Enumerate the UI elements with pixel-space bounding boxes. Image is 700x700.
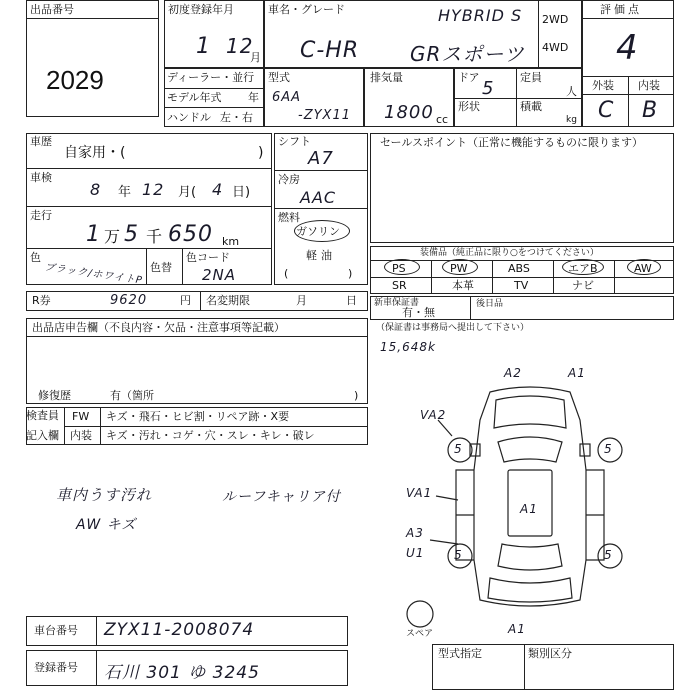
equip-navi: ナビ: [572, 279, 594, 292]
ac-label: 冷房: [278, 173, 300, 186]
lot-label: 出品番号: [30, 3, 74, 16]
car-left-side: [456, 470, 474, 560]
shape-label: 形状: [458, 100, 480, 113]
mileage-label: 走行: [30, 209, 52, 222]
fw-items: キズ・飛石・ヒビ割・リペア跡・X要: [106, 410, 290, 423]
equip-airbag-circle: [562, 259, 604, 275]
note-roof-carrier: ルーフキャリア付: [222, 489, 341, 505]
first-reg-label: 初度登録年月: [168, 3, 234, 16]
car-left-mirror: [470, 444, 480, 456]
equip-sr: SR: [392, 279, 407, 292]
fuel-circle: [294, 220, 350, 242]
repair-value: 有（箇所: [110, 389, 154, 402]
exterior-label: 外装: [592, 79, 614, 92]
inspector-interior-label: 内装: [70, 429, 92, 442]
capacity-label: 定員: [520, 71, 542, 84]
diag-label-a1-bottom: A1: [508, 622, 526, 636]
cc-unit: cc: [436, 113, 449, 126]
interior-label: 内装: [638, 79, 660, 92]
doors-label: ドア: [458, 71, 480, 84]
diagram-caption: （保証書は事務局へ提出して下さい）: [376, 323, 530, 333]
plate-label: 登録番号: [34, 661, 78, 674]
shaken-day-unit: 日): [232, 185, 251, 200]
displacement-value: 1800: [384, 102, 434, 123]
diesel-label: 軽油: [306, 249, 336, 262]
paren-close: ): [348, 267, 353, 280]
repair-label: 修復歴: [38, 389, 71, 402]
transfer-day: 日: [346, 294, 357, 307]
odometer-note: 15,648k: [380, 340, 436, 354]
fuel-label: 燃料: [278, 211, 300, 224]
car-windshield: [498, 437, 562, 462]
inspector-label-2: 記入欄: [26, 429, 59, 442]
equip-leather: 本革: [452, 279, 474, 292]
warranty-label: 新車保証書: [374, 298, 420, 308]
displacement-label: 排気量: [370, 71, 403, 84]
sales-point-label: セールスポイント（正常に機能するものに限ります）: [380, 136, 644, 149]
mileage-sen: 5: [124, 222, 139, 247]
transfer-month: 月: [296, 294, 307, 307]
equip-tv: TV: [514, 279, 529, 292]
car-body-outline: [474, 387, 586, 606]
warranty-options: 有・無: [402, 306, 435, 319]
name-hybrid: HYBRID S: [438, 6, 523, 25]
sales-point-box: [370, 133, 674, 243]
declaration-label: 出品店申告欄（不良内容・欠品・注意事項等記載）: [32, 321, 285, 334]
kg-unit: kg: [566, 115, 577, 125]
shift-label: シフト: [278, 135, 311, 148]
exterior-grade: C: [598, 98, 615, 123]
first-reg-year: 1: [196, 34, 211, 59]
tire-mark-fl: 5: [454, 442, 463, 456]
color-code-label: 色コード: [186, 251, 230, 264]
shaken-year-unit: 年: [118, 185, 132, 200]
drive-2wd: 2WD: [542, 13, 569, 26]
equip-aw-circle: [627, 259, 661, 275]
score-value: 4: [616, 28, 639, 68]
equip-pw: PW: [450, 262, 468, 275]
shaken-year: 8: [90, 180, 102, 199]
ac-value: AAC: [300, 188, 337, 207]
history-label: 車歴: [30, 135, 52, 148]
equip-pw-circle: [442, 259, 478, 275]
shaken-label: 車検: [30, 171, 52, 184]
interior-grade: B: [642, 98, 659, 123]
interior-items: キズ・汚れ・コゲ・穴・スレ・キレ・破レ: [106, 429, 315, 442]
designation-label: 型式指定: [438, 647, 482, 660]
diag-label-a1-top: A1: [568, 366, 586, 380]
tire-mark-rr: 5: [604, 548, 613, 562]
fuel-value: ガソリン: [296, 225, 340, 238]
tire-mark-rl: 5: [454, 548, 463, 562]
handle-options: 左・右: [220, 111, 253, 124]
load-label: 積載: [520, 100, 542, 113]
car-hood: [494, 396, 566, 428]
shift-value: A7: [308, 148, 334, 169]
car-right-side: [586, 470, 604, 560]
transfer-label: 名変期限: [206, 294, 250, 307]
color-code: 2NA: [202, 266, 237, 284]
model-year-label: モデル年式: [167, 91, 222, 104]
shaken-month-unit: 月(: [178, 185, 197, 200]
car-rear-window: [498, 544, 562, 570]
name-grade: GRスポーツ: [410, 42, 525, 66]
category-label: 類別区分: [528, 647, 572, 660]
name-model: C-HR: [300, 38, 360, 63]
grade-label: 評価点: [600, 3, 642, 16]
history-close: ): [258, 145, 264, 161]
shaken-month: 12: [142, 180, 165, 199]
yen-unit: 円: [180, 294, 191, 307]
type-label: 型式: [268, 71, 290, 84]
diag-label-u1: U1: [406, 546, 425, 560]
dealer-label: ディーラー・並行: [167, 71, 255, 84]
inspector-label-1: 検査員: [26, 409, 59, 422]
doors-value: 5: [482, 78, 495, 99]
spare-wheel: [407, 601, 433, 627]
note-interior-dirt: 車内うす汚れ: [56, 486, 153, 504]
equip-ps-circle: [384, 259, 420, 275]
color-change-label: 色替: [150, 261, 172, 274]
plate-value: 石川 301 ゆ 3245: [104, 663, 260, 683]
chassis-label: 車台番号: [34, 624, 78, 637]
model-year-unit: 年: [248, 91, 259, 104]
car-trunk: [488, 578, 572, 602]
note-aw-scratch: AW キズ: [76, 517, 137, 533]
mileage-man: 1: [86, 222, 101, 247]
paren-open: (: [284, 267, 289, 280]
type-prefix: 6AA: [272, 90, 302, 105]
type-value: -ZYX11: [298, 108, 351, 123]
equip-abs: ABS: [508, 262, 530, 275]
diag-label-a3: A3: [406, 526, 424, 540]
sen-unit: 千: [146, 227, 163, 246]
equip-airbag: エアB: [568, 262, 598, 275]
fw-label: FW: [72, 410, 90, 423]
diag-label-a2-top: A2: [504, 366, 522, 380]
first-reg-month: 12: [226, 34, 254, 58]
diag-label-va2: VA2: [420, 408, 447, 422]
shaken-day: 4: [212, 180, 224, 199]
spare-label: スペア: [406, 629, 434, 639]
person-unit: 人: [566, 85, 577, 98]
name-label: 車名・グレード: [268, 3, 345, 16]
r-value: 9620: [110, 293, 148, 308]
color-label: 色: [30, 251, 41, 264]
equip-ps: PS: [392, 262, 406, 275]
lot-number: 2029: [46, 65, 104, 95]
equipment-title: 装備品（純正品に限り○をつけてください）: [420, 248, 599, 258]
diag-label-va1: VA1: [406, 486, 433, 500]
later-date-label: 後日品: [476, 299, 504, 309]
history-value: 自家用・(: [64, 145, 126, 161]
car-right-mirror: [580, 444, 590, 456]
repair-close: ): [354, 389, 359, 402]
color-value: ブラック/ホワイトP: [43, 261, 144, 287]
r-label: R券: [32, 294, 51, 307]
recycle-box: [26, 291, 368, 311]
man-unit: 万: [104, 227, 121, 246]
mileage-rest: 650: [168, 222, 213, 247]
handle-label: ハンドル: [167, 111, 211, 124]
month-unit: 月: [250, 51, 261, 64]
drive-4wd: 4WD: [542, 41, 569, 54]
diag-label-a1-roof: A1: [520, 502, 538, 516]
tire-mark-fr: 5: [604, 442, 613, 456]
km-unit: km: [222, 235, 240, 248]
equip-aw: AW: [634, 262, 652, 275]
chassis-value: ZYX11-2008074: [104, 620, 255, 640]
